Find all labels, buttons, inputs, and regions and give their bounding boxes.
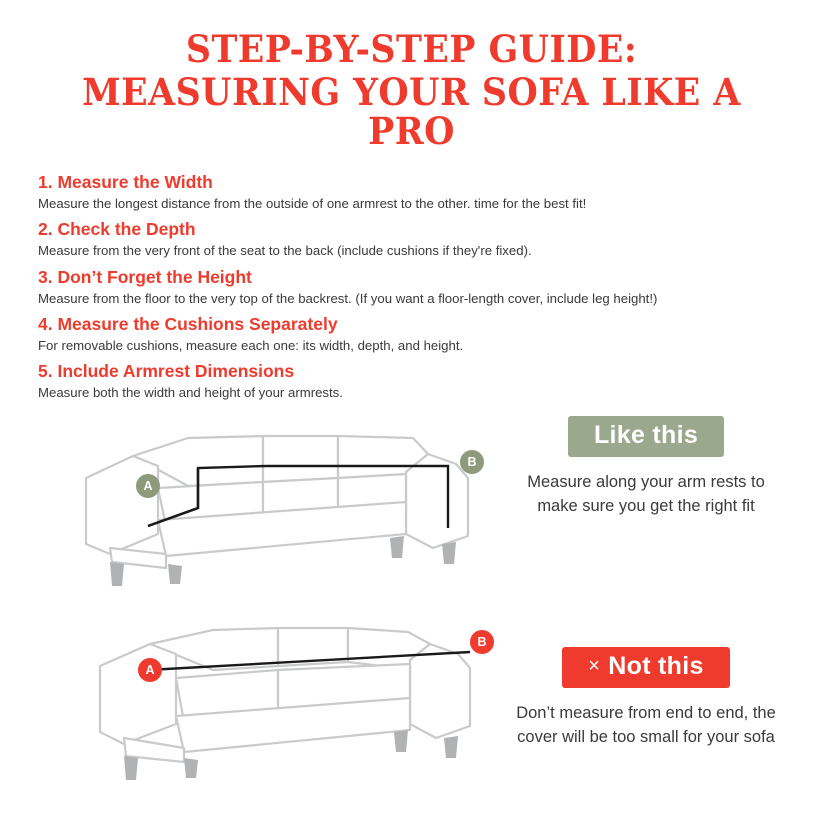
title-line-2: MEASURING YOUR SOFA LIKE A PRO <box>82 70 741 154</box>
step-heading: 5. Include Armrest Dimensions <box>38 361 295 382</box>
illustrations <box>38 416 785 786</box>
page-title <box>38 27 785 154</box>
badge-a-incorrect: A <box>138 658 162 682</box>
sofa-correct-example <box>38 416 538 596</box>
step-item <box>38 314 785 354</box>
steps-list <box>38 172 785 402</box>
step-heading: 2. Check the Depth <box>38 219 196 240</box>
badge-b-incorrect: B <box>470 630 494 654</box>
step-body: Measure from the very front of the seat to the back (include cushions if they're fixed). <box>38 243 532 259</box>
like-this-block <box>515 416 777 519</box>
step-item <box>38 267 785 307</box>
step-body: For removable cushions, measure each one: its width, depth, and height. <box>38 337 464 353</box>
sofa-illustration-column <box>38 416 538 788</box>
step-heading: 4. Measure the Cushions Separately <box>38 313 338 334</box>
x-icon: × <box>588 654 601 677</box>
step-item <box>38 219 785 259</box>
not-this-block <box>515 647 777 750</box>
step-item <box>38 361 785 401</box>
badge-a-correct: A <box>136 474 160 498</box>
step-item <box>38 172 785 212</box>
step-body: Measure both the width and height of your armrests. <box>38 385 343 401</box>
badge-b-correct: B <box>460 450 484 474</box>
sofa-diagram-correct-icon <box>38 416 498 596</box>
example-captions-column <box>515 416 777 750</box>
not-this-caption: Don’t measure from end to end, the cover will be too small for your sofa <box>516 703 776 746</box>
step-body: Measure the longest distance from the outside of one armrest to the other. time for the best fit! <box>38 195 587 211</box>
step-heading: 3. Don’t Forget the Height <box>38 266 252 287</box>
like-this-banner: Like this <box>568 416 724 457</box>
title-line-1: STEP-BY-STEP GUIDE: <box>185 27 638 71</box>
not-this-banner <box>562 647 729 688</box>
not-this-banner-label: Not this <box>608 651 704 680</box>
like-this-caption: Measure along your arm rests to make sure you get the right fit <box>527 472 765 515</box>
sofa-diagram-incorrect-icon <box>38 608 498 788</box>
step-body: Measure from the floor to the very top of the backrest. (If you want a floor-length cover, include leg height!) <box>38 290 658 306</box>
step-heading: 1. Measure the Width <box>38 171 213 192</box>
sofa-incorrect-example <box>38 608 538 788</box>
